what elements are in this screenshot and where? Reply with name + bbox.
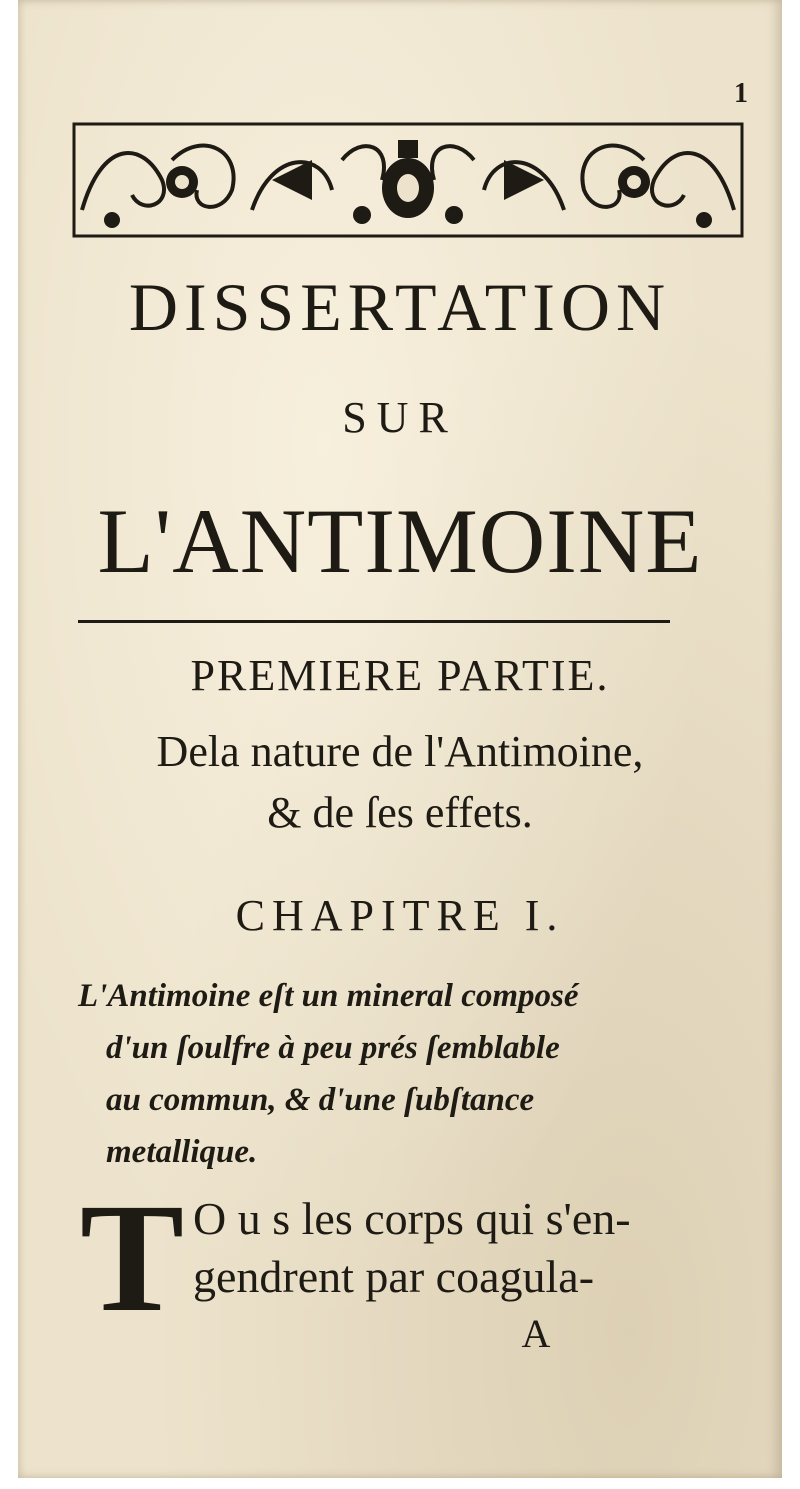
part-subtitle-line-1: Dela nature de l'Antimoine, — [156, 727, 644, 776]
summary-line: L'Antimoine eſt un mineral composé — [78, 978, 579, 1014]
drop-cap: T — [80, 1171, 185, 1344]
summary-line: d'un ſoulfre à peu prés ſemblable — [106, 1030, 560, 1066]
part-subtitle-line-2: & de ſes effets. — [267, 788, 533, 837]
book-page — [18, 0, 782, 1478]
body-text-line: O u s les corps qui s'en- — [193, 1193, 631, 1244]
title-line-2: SUR — [342, 393, 458, 442]
horizontal-rule — [78, 620, 670, 623]
body-text-line: gendrent par coagula- — [193, 1251, 595, 1302]
summary-line: metallique. — [106, 1134, 258, 1170]
headpiece-ornament — [72, 120, 744, 240]
signature-letter: A — [521, 1311, 551, 1356]
page-number: 1 — [734, 78, 748, 109]
title-line-3: L'ANTIMOINE — [97, 490, 703, 592]
summary-line: au commun, & d'une ſubſtance — [106, 1082, 535, 1118]
chapter-heading: CHAPITRE I. — [235, 891, 565, 940]
title-line-1: DISSERTATION — [128, 269, 672, 345]
signature-mark — [18, 1310, 782, 1357]
part-heading: PREMIERE PARTIE. — [190, 651, 610, 700]
chapter-summary — [78, 970, 738, 1178]
